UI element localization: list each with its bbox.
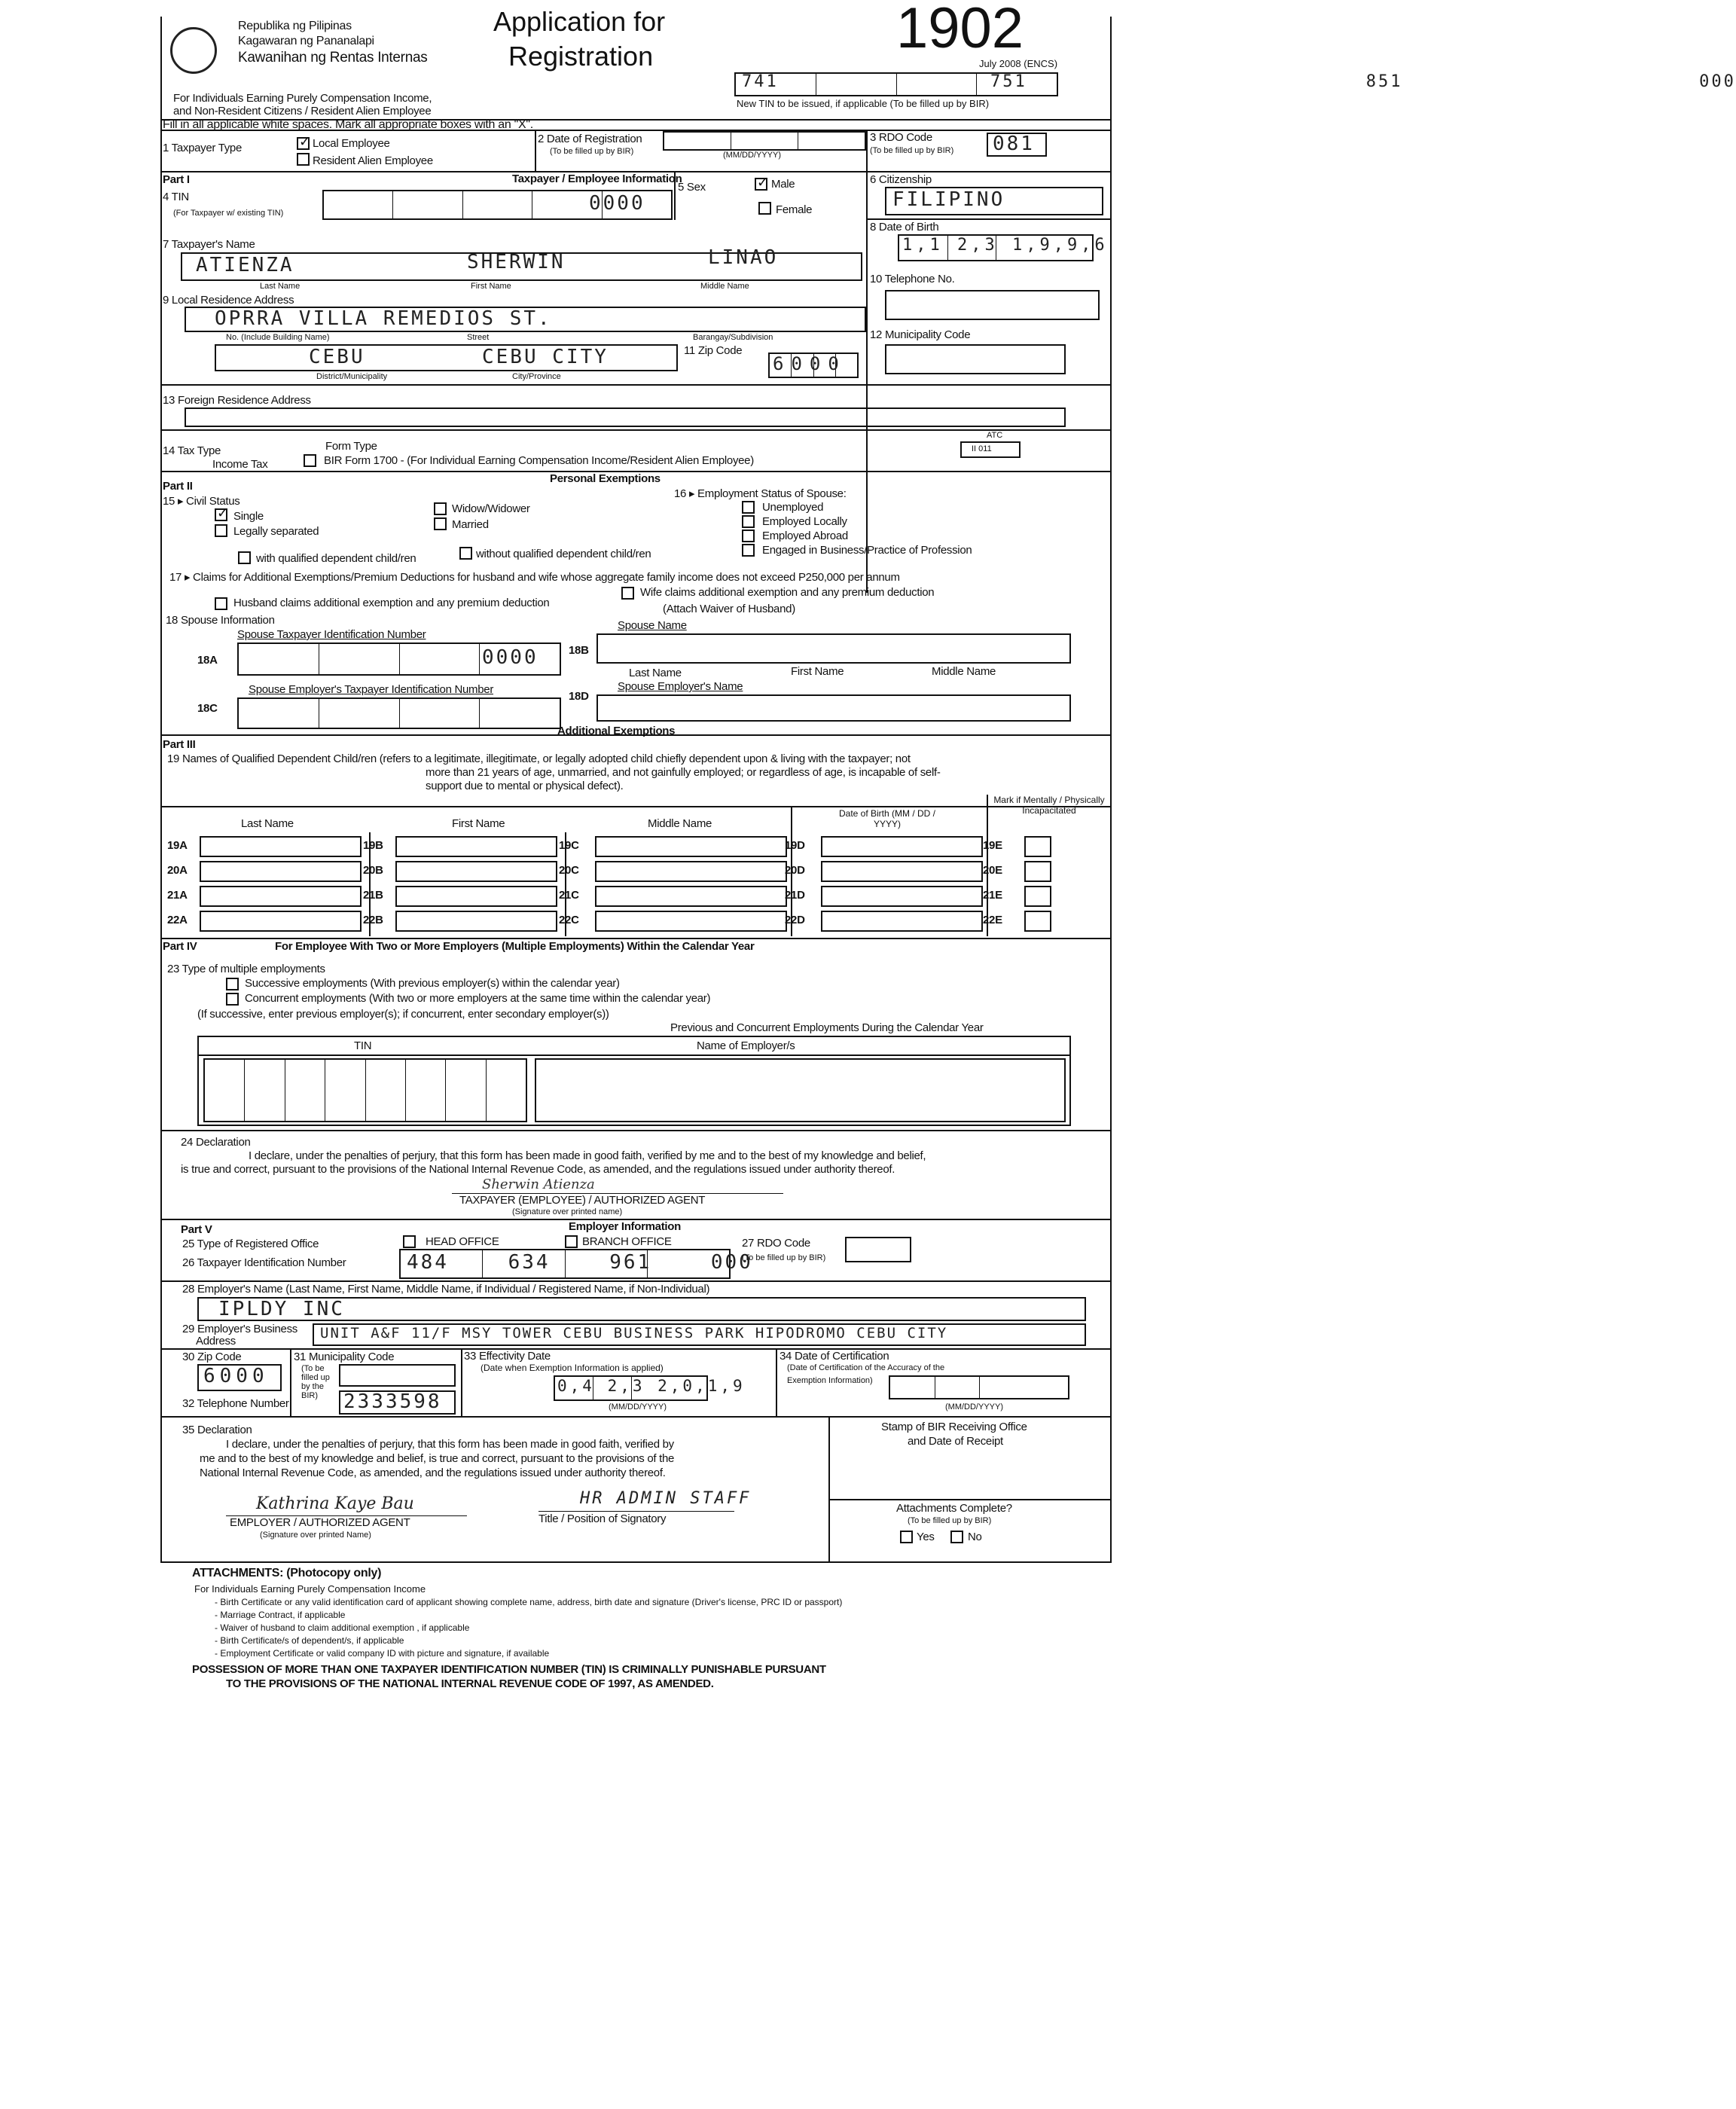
spouse-employer-tin-field[interactable] [237,697,561,729]
attachment-item: - Birth Certificate or any valid identification card of applicant showing complete name, address, birth date and signature (Driver's license, PRC ID or passport) [215,1597,843,1607]
instructions: Fill in all applicable white spaces. Mark all appropriate boxes with an "X". [163,118,533,131]
part-4-label: Part IV [163,940,197,953]
dependent-item-label: 21A [167,889,188,902]
dependent-item-label: 20C [559,864,579,877]
spouse-tin-branch-value: 0000 [482,646,538,669]
declaration-35-text-2: me and to the best of my knowledge and belief, is true and correct, pursuant to the provisions of the [200,1452,675,1465]
spouse-employer-tin-label: Spouse Employer's Taxpayer Identification Number [249,683,494,696]
last-name-value: ATIENZA [196,254,294,276]
business-address-label-2: Address [196,1335,236,1348]
successive-label: Successive employments (With previous employer(s) within the calendar year) [245,977,620,990]
rdo-code-note: (To be filled up by BIR) [870,146,954,155]
dependent-item-label: 19A [167,839,188,852]
concurrent-label: Concurrent employments (With two or more employers at the same time within the calendar year) [245,992,711,1005]
agency-line-1: Republika ng Pilipinas [238,20,352,32]
with-dependent-label: with qualified dependent child/ren [256,552,416,565]
legally-separated-label: Legally separated [233,525,319,538]
spouse-name-label: Spouse Name [618,619,687,632]
city-caption: City/Province [512,372,561,381]
taxpayer-signature-caption: (Signature over printed name) [512,1207,623,1216]
telephone-label: 10 Telephone No. [870,273,955,285]
foreign-address-label: 13 Foreign Residence Address [163,394,311,407]
barangay-caption: Barangay/Subdivision [693,333,773,342]
bir-1700-checkbox[interactable] [304,454,316,467]
part-5-heading: Employer Information [569,1220,682,1233]
employer-tin-label: 26 Taxpayer Identification Number [182,1256,346,1269]
dob-value: 1,1 2,3 1,9,9,6 [902,236,1109,255]
dependent-field[interactable] [1024,861,1051,882]
head-office-checkbox[interactable] [403,1235,416,1248]
address-label: 9 Local Residence Address [163,294,294,307]
declaration-24-text-2: is true and correct, pursuant to the provisions of the National Internal Revenue Code, as amended, and the regulations issued under authority thereof. [181,1163,895,1176]
dependent-field[interactable] [595,836,787,857]
certification-note-1: (Date of Certification of the Accuracy of the [787,1363,945,1372]
taxpayer-name-label: 7 Taxpayer's Name [163,238,255,251]
employed-locally-label: Employed Locally [762,515,847,528]
civil-status-label: 15 ▸ Civil Status [163,495,240,508]
col-middle-name: Middle Name [648,817,712,830]
business-address-label: 29 Employer's Business [182,1323,298,1335]
local-employee-checkbox[interactable] [297,137,310,150]
employer-name-col-header: Name of Employer/s [697,1039,795,1052]
form-title-1: Application for [493,6,666,37]
subtitle-2: and Non-Resident Citizens / Resident Alien Employee [173,105,432,118]
employer-zip-label: 30 Zip Code [182,1351,242,1363]
col-first-name: First Name [452,817,505,830]
widow-checkbox[interactable] [434,502,447,515]
tin-warning-1: POSSESSION OF MORE THAN ONE TAXPAYER IDENTIFICATION NUMBER (TIN) IS CRIMINALLY PUNISHABLE PURSUANT [192,1663,826,1676]
resident-alien-checkbox[interactable] [297,153,310,166]
part-3-label: Part III [163,738,196,751]
employer-name-value: IPLDY INC [218,1298,345,1320]
dependent-item-label: 21E [983,889,1002,902]
declaration-35-text-1: I declare, under the penalties of perjury, that this form has been made in good faith, verified by [226,1438,674,1451]
dependent-field[interactable] [821,911,983,932]
dependent-item-label: 21D [785,889,805,902]
married-checkbox[interactable] [434,517,447,530]
attachment-item: - Marriage Contract, if applicable [215,1610,346,1620]
telephone-field[interactable] [885,290,1100,320]
citizenship-label: 6 Citizenship [870,173,932,186]
dependent-item-label: 22C [559,914,579,926]
registration-date-note: (To be filled up by BIR) [550,147,634,156]
form-edition: July 2008 (ENCS) [979,58,1058,69]
municipality-code-field[interactable] [885,344,1066,374]
employer-note: (If successive, enter previous employer(s); if concurrent, enter secondary employer(s)) [197,1008,609,1021]
previous-employments-heading: Previous and Concurrent Employments During the Calendar Year [670,1021,984,1034]
certification-format-hint: (MM/DD/YYYY) [945,1402,1003,1412]
date-format-hint: (MM/DD/YYYY) [723,151,781,160]
successive-checkbox[interactable] [226,978,239,990]
business-checkbox[interactable] [742,544,755,557]
dependent-field[interactable] [1024,836,1051,857]
dependent-item-label: 21C [559,889,579,902]
address-line-1-value: OPRRA VILLA REMEDIOS ST. [215,307,552,330]
attachments-complete-note: (To be filled up by BIR) [908,1516,992,1525]
widow-label: Widow/Widower [452,502,530,515]
multiple-employment-label: 23 Type of multiple employments [167,963,325,975]
middle-name-value: LINAO [708,246,779,269]
dependent-field[interactable] [1024,911,1051,932]
dependent-field[interactable] [821,836,983,857]
dependents-desc-3: support due to mental or physical defect). [426,780,624,792]
single-label: Single [233,510,264,523]
dependent-item-label: 22D [785,914,805,926]
part-2-label: Part II [163,480,193,493]
head-office-label: HEAD OFFICE [426,1235,499,1248]
spouse-first-caption: First Name [791,665,844,678]
spouse-last-caption: Last Name [629,667,682,679]
dependent-item-label: 20E [983,864,1002,877]
certification-date-field[interactable] [889,1375,1069,1399]
tax-type-label: 14 Tax Type [163,444,221,457]
attachments-no-checkbox[interactable] [950,1531,963,1543]
subtitle-1: For Individuals Earning Purely Compensation Income, [173,92,432,105]
bir-stamp-label-2: and Date of Receipt [908,1435,1003,1448]
taxpayer-agent-caption: TAXPAYER (EMPLOYEE) / AUTHORIZED AGENT [459,1194,706,1207]
form-title-2: Registration [508,41,654,72]
employer-telephone-label: 32 Telephone Number [182,1397,289,1410]
declaration-24-label: 24 Declaration [181,1136,251,1149]
dependent-item-label: 20B [363,864,383,877]
dependent-field[interactable] [395,836,557,857]
attachment-item: - Waiver of husband to claim additional exemption , if applicable [215,1622,470,1633]
spouse-name-field[interactable] [596,633,1071,664]
dependent-field[interactable] [395,861,557,882]
concurrent-checkbox[interactable] [226,993,239,1006]
registration-date-field[interactable] [663,131,866,151]
employer-municipality-note: (To be filled up by the BIR) [301,1364,330,1400]
employed-locally-checkbox[interactable] [742,515,755,528]
attachments-no-label: No [968,1531,982,1543]
dependent-field[interactable] [395,911,557,932]
employer-rdo-note: (To be filled up by BIR) [742,1253,826,1262]
dependent-item-label: 22A [167,914,188,926]
part-1-label: Part I [163,173,190,186]
form-number: 1902 [896,0,1024,60]
tin-note: (For Taxpayer w/ existing TIN) [173,209,284,218]
spouse-status-label: 16 ▸ Employment Status of Spouse: [674,487,847,500]
employer-name-label: 28 Employer's Name (Last Name, First Name, Middle Name, if Individual / Registered Name, if Non-Individual) [182,1283,710,1296]
middle-name-caption: Middle Name [700,282,749,291]
zip-label: 11 Zip Code [684,344,743,357]
part-2-heading: Personal Exemptions [550,472,661,485]
dependent-field[interactable] [200,911,362,932]
employer-tin-value: 484 634 961 000 [407,1251,753,1274]
effectivity-date-label: 33 Effectivity Date [464,1350,551,1363]
attachments-complete-label: Attachments Complete? [896,1502,1012,1515]
dependent-field[interactable] [395,886,557,907]
effectivity-date-note: (Date when Exemption Information is applied) [481,1363,664,1373]
col-incapacitated: Mark if Mentally / Physically Incapacitated [993,795,1105,816]
dependents-desc-1: 19 Names of Qualified Dependent Child/ren (refers to a legitimate, illegitimate, or legally adopted child chiefly dependent upon & living with the taxpayer; not [167,752,911,765]
dob-label: 8 Date of Birth [870,221,939,233]
declaration-24-text-1: I declare, under the penalties of perjury, that this form has been made in good faith, verified by me and to the best of my knowledge and belief, [249,1149,926,1162]
dependent-field[interactable] [1024,886,1051,907]
new-tin-label: New TIN to be issued, if applicable (To be filled up by BIR) [737,98,990,109]
dependent-item-label: 20D [785,864,805,877]
tin-branch-value: 0000 [589,192,645,215]
item-18d: 18D [569,690,589,703]
employer-zip-value: 6000 [203,1365,269,1387]
effectivity-format-hint: (MM/DD/YYYY) [609,1402,667,1412]
attachments-yes-checkbox[interactable] [900,1531,913,1543]
without-dependent-checkbox[interactable] [459,547,472,560]
local-employee-label: Local Employee [313,137,390,150]
wife-claims-label: Wife claims additional exemption and any premium deduction [640,586,935,599]
dependent-item-label: 19B [363,839,383,852]
attachment-item: - Birth Certificate/s of dependent/s, if applicable [215,1635,404,1646]
employer-municipality-field[interactable] [339,1364,456,1387]
husband-claims-label: Husband claims additional exemption and any premium deduction [233,597,550,609]
employer-rdo-field[interactable] [845,1237,911,1262]
dependent-field[interactable] [595,861,787,882]
declaration-35-text-3: National Internal Revenue Code, as amended, and the regulations issued under authority thereof. [200,1467,666,1479]
rdo-code-value: 081 [993,133,1035,155]
spouse-tin-label: Spouse Taxpayer Identification Number [237,628,426,641]
dependent-field[interactable] [821,886,983,907]
resident-alien-label: Resident Alien Employee [313,154,433,167]
building-caption: No. (Include Building Name) [226,333,330,342]
attachments-yes-label: Yes [917,1531,935,1543]
first-name-value: SHERWIN [467,251,566,273]
previous-employer-tin-cells[interactable] [203,1058,527,1122]
female-label: Female [776,203,813,216]
employer-rdo-label: 27 RDO Code [742,1237,810,1250]
rdo-code-label: 3 RDO Code [870,131,932,144]
taxpayer-type-label: 1 Taxpayer Type [163,142,243,154]
business-address-value: UNIT A&F 11/F MSY TOWER CEBU BUSINESS PARK HIPODROMO CEBU CITY [320,1325,948,1341]
dependent-item-label: 22B [363,914,383,926]
dependent-field[interactable] [821,861,983,882]
legally-separated-checkbox[interactable] [215,524,227,537]
dependent-field[interactable] [200,861,362,882]
dependent-field[interactable] [200,836,362,857]
employed-abroad-checkbox[interactable] [742,530,755,542]
employer-telephone-value: 2333598 [343,1390,442,1413]
employer-municipality-label: 31 Municipality Code [294,1351,395,1363]
bir-stamp-label: Stamp of BIR Receiving Office [881,1421,1027,1433]
dependent-item-label: 19D [785,839,805,852]
employer-agent-caption: EMPLOYER / AUTHORIZED AGENT [230,1516,410,1529]
employed-abroad-label: Employed Abroad [762,530,848,542]
form-type-label: Form Type [325,440,377,453]
married-label: Married [452,518,489,531]
last-name-caption: Last Name [260,282,301,291]
part-5-label: Part V [181,1223,212,1236]
wife-claims-checkbox[interactable] [621,587,634,600]
part-3-heading: Additional Exemptions [557,725,676,737]
unemployed-checkbox[interactable] [742,501,755,514]
waiver-note: (Attach Waiver of Husband) [663,603,795,615]
zip-value: 6000 [773,353,847,374]
signatory-title-value: HR ADMIN STAFF [580,1489,752,1508]
spouse-info-label: 18 Spouse Information [166,614,275,627]
dependent-item-label: 22E [983,914,1002,926]
taxpayer-signature: Sherwin Atienza [482,1177,595,1192]
dependent-item-label: 21B [363,889,383,902]
foreign-address-field[interactable] [185,407,1066,427]
certification-date-label: 34 Date of Certification [780,1350,889,1363]
tin-label: 4 TIN [163,191,189,203]
item-18a: 18A [197,654,218,667]
male-checkbox[interactable] [755,178,767,191]
bir-1700-label: BIR Form 1700 - (For Individual Earning Compensation Income/Resident Alien Employee) [324,454,754,467]
previous-employer-name-field[interactable] [535,1058,1066,1122]
item-18c: 18C [197,702,218,715]
part-4-heading: For Employee With Two or More Employers (Multiple Employments) Within the Calendar Year [275,940,755,953]
spouse-middle-caption: Middle Name [932,665,996,678]
employer-signature-caption: (Signature over printed Name) [260,1531,371,1540]
new-tin-value: 741 751 851 000 [742,72,1736,91]
single-checkbox[interactable] [215,508,227,521]
attachment-item: - Employment Certificate or valid company ID with picture and signature, if available [215,1648,550,1659]
income-tax-label: Income Tax [212,458,268,471]
district-caption: District/Municipality [316,372,388,381]
male-label: Male [771,178,795,191]
unemployed-label: Unemployed [762,501,824,514]
with-dependent-checkbox[interactable] [238,551,251,564]
claims-label: 17 ▸ Claims for Additional Exemptions/Premium Deductions for husband and wife whose aggregate family income does not exceed P250,000 per annum [169,571,900,584]
without-dependent-label: without qualified dependent child/ren [476,548,651,560]
first-name-caption: First Name [471,282,511,291]
dependent-item-label: 19C [559,839,579,852]
attachments-subtitle: For Individuals Earning Purely Compensation Income [194,1583,426,1595]
atc-value: II 011 [972,444,992,453]
attachments-title: ATTACHMENTS: (Photocopy only) [192,1567,382,1579]
agency-line-2: Kagawaran ng Pananalapi [238,35,374,47]
branch-office-label: BRANCH OFFICE [582,1235,672,1248]
atc-label: ATC [987,431,1003,440]
tin-warning-2: TO THE PROVISIONS OF THE NATIONAL INTERNAL REVENUE CODE OF 1997, AS AMENDED. [226,1677,714,1690]
declaration-35-label: 35 Declaration [182,1424,252,1436]
agency-line-3: Kawanihan ng Rentas Internas [238,50,428,66]
female-checkbox[interactable] [758,202,771,215]
employer-signature: Kathrina Kaye Bau [256,1494,414,1513]
citizenship-value: FILIPINO [892,188,1005,211]
effectivity-date-value: 0,4 2,3 2,0,1,9 [557,1377,746,1395]
dependent-field[interactable] [595,911,787,932]
spouse-employer-name-label: Spouse Employer's Name [618,680,743,693]
registration-date-label: 2 Date of Registration [538,133,642,145]
city-value: CEBU CITY [482,346,609,368]
sex-label: 5 Sex [678,181,706,194]
dependent-item-label: 20A [167,864,188,877]
spouse-employer-name-field[interactable] [596,694,1071,722]
dependent-item-label: 19E [983,839,1002,852]
signatory-title-caption: Title / Position of Signatory [538,1512,667,1525]
branch-office-checkbox[interactable] [565,1235,578,1248]
certification-note-2: Exemption Information) [787,1376,873,1385]
dependent-field[interactable] [200,886,362,907]
office-type-label: 25 Type of Registered Office [182,1238,319,1250]
col-dob: Date of Birth (MM / DD / YYYY) [838,808,936,829]
district-value: CEBU [309,346,365,368]
street-caption: Street [467,333,490,342]
tin-col-header: TIN [354,1039,372,1052]
col-last-name: Last Name [241,817,294,830]
dependent-field[interactable] [595,886,787,907]
part-1-heading: Taxpayer / Employee Information [512,172,682,185]
husband-claims-checkbox[interactable] [215,597,227,610]
business-label: Engaged in Business/Practice of Profession [762,544,972,557]
municipality-code-label: 12 Municipality Code [870,328,971,341]
dependents-desc-2: more than 21 years of age, unmarried, and not gainfully employed; or regardless of age, is incapable of self- [426,766,941,779]
item-18b: 18B [569,644,589,657]
